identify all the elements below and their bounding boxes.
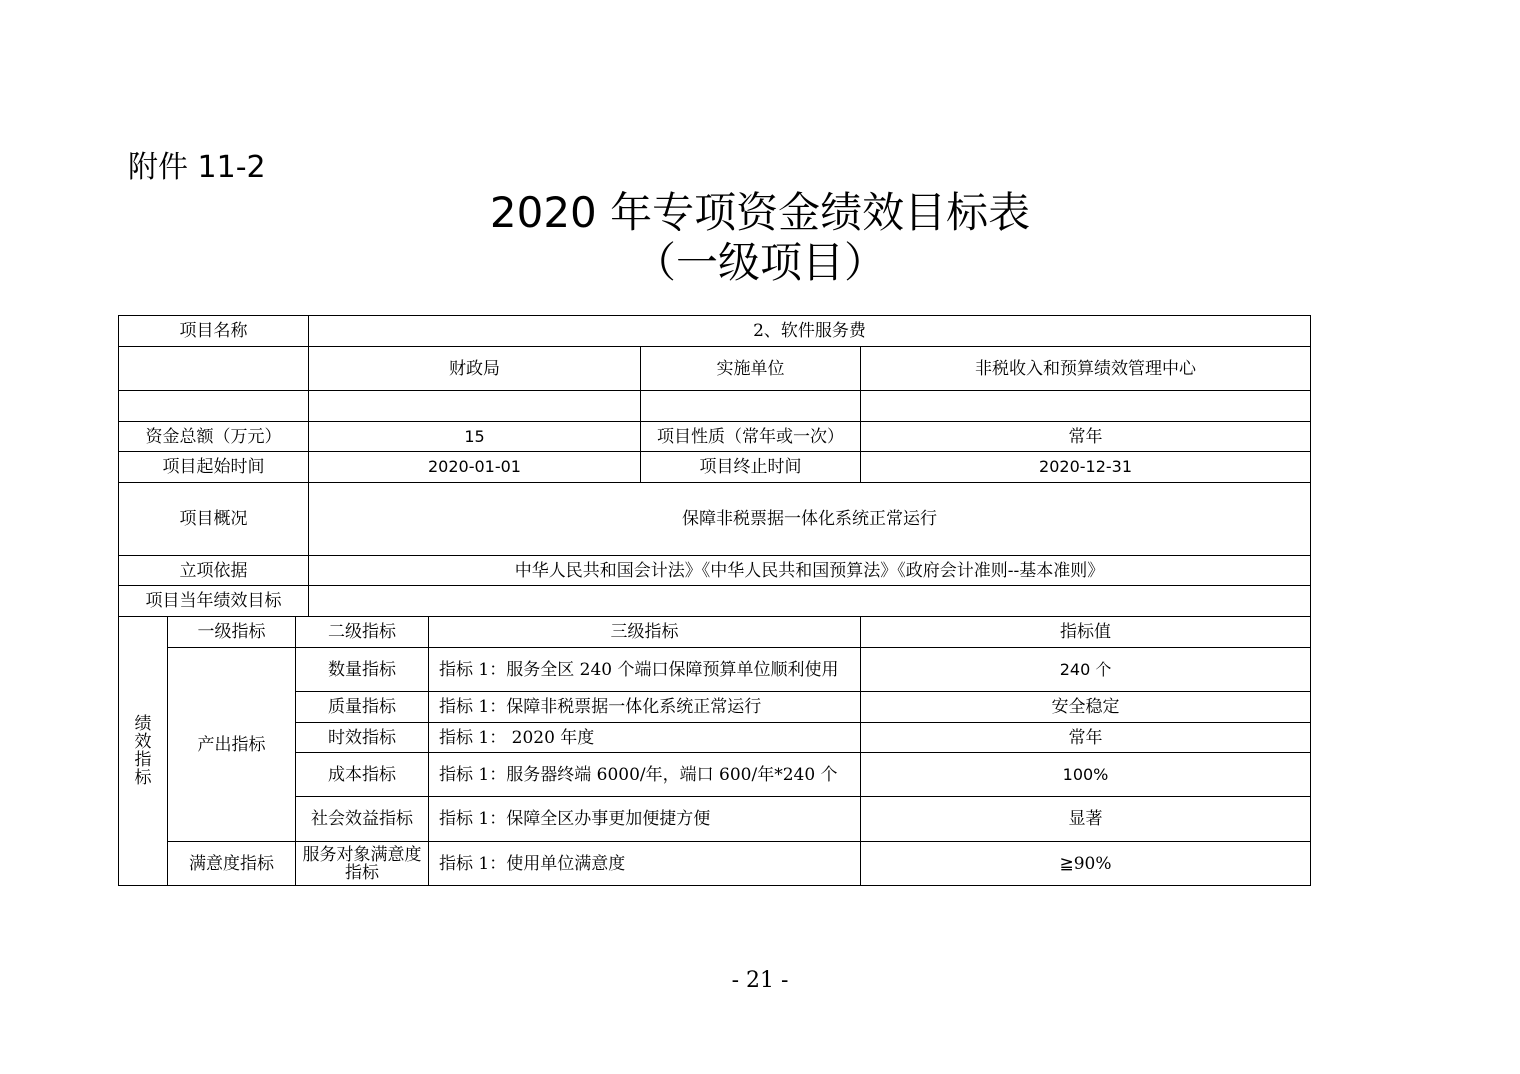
empty-cell (641, 391, 861, 422)
end-label: 项目终止时间 (641, 452, 861, 483)
perf-label-char: 指 (134, 750, 152, 770)
fund-value: 15 (309, 422, 641, 452)
value-cell: ≧90% (861, 842, 1311, 886)
attachment-label: 附件 11-2 (128, 150, 266, 185)
value-cell: 显著 (861, 797, 1311, 842)
overview-label: 项目概况 (119, 483, 309, 556)
nature-value: 常年 (861, 422, 1311, 452)
project-name-value: 2、软件服务费 (309, 316, 1311, 347)
row-indicator-header (119, 617, 1311, 648)
level2-cell: 社会效益指标 (296, 797, 429, 842)
row-dept (119, 347, 1311, 391)
value-cell: 100% (861, 753, 1311, 797)
fund-label: 资金总额（万元） (119, 422, 309, 452)
row-fund (119, 422, 1311, 452)
basis-value: 中华人民共和国会计法》《中华人民共和国预算法》《政府会计准则--基本准则》 (309, 556, 1311, 586)
title-line-1: 2020 年专项资金绩效目标表 (489, 188, 1031, 237)
level3-cell: 指标 1：保障全区办事更加便捷方便 (429, 797, 861, 842)
row-dates (119, 452, 1311, 483)
level3-cell: 指标 1：保障非税票据一体化系统正常运行 (429, 692, 861, 723)
level3-cell: 指标 1： 2020 年度 (429, 723, 861, 753)
header-value: 指标值 (861, 617, 1311, 648)
overview-value: 保障非税票据一体化系统正常运行 (309, 483, 1311, 556)
dept-value: 财政局 (309, 347, 641, 391)
output-indicator-label: 产出指标 (168, 648, 296, 842)
goal-label: 项目当年绩效目标 (119, 586, 309, 617)
empty-cell (309, 391, 641, 422)
end-value: 2020-12-31 (861, 452, 1311, 483)
indicator-row (119, 842, 1311, 886)
indicator-row (119, 692, 1311, 723)
satisfaction-indicator-label: 满意度指标 (168, 842, 296, 886)
indicator-row (119, 723, 1311, 753)
performance-goal-table (118, 315, 1311, 886)
document-title (0, 188, 1520, 288)
indicator-row (119, 753, 1311, 797)
basis-label: 立项依据 (119, 556, 309, 586)
level2-cell: 服务对象满意度指标 (296, 842, 429, 886)
empty-cell (861, 391, 1311, 422)
goal-value (309, 586, 1311, 617)
impl-unit-value: 非税收入和预算绩效管理中心 (861, 347, 1311, 391)
nature-label: 项目性质（常年或一次） (641, 422, 861, 452)
perf-label-char: 绩 (134, 714, 152, 734)
row-project-name (119, 316, 1311, 347)
dept-label-empty (119, 347, 309, 391)
level2-cell: 数量指标 (296, 648, 429, 692)
page-number: - 21 - (731, 968, 789, 993)
start-value: 2020-01-01 (309, 452, 641, 483)
start-label: 项目起始时间 (119, 452, 309, 483)
impl-unit-label: 实施单位 (641, 347, 861, 391)
indicator-row (119, 648, 1311, 692)
level2-cell: 成本指标 (296, 753, 429, 797)
row-goal (119, 586, 1311, 617)
perf-label-char: 标 (134, 768, 152, 788)
row-basis (119, 556, 1311, 586)
value-cell: 常年 (861, 723, 1311, 753)
perf-label-char: 效 (134, 732, 152, 752)
project-name-label: 项目名称 (119, 316, 309, 347)
header-level2: 二级指标 (296, 617, 429, 648)
row-overview (119, 483, 1311, 556)
empty-cell (119, 391, 309, 422)
level3-cell: 指标 1：使用单位满意度 (429, 842, 861, 886)
header-level1: 一级指标 (168, 617, 296, 648)
value-cell: 安全稳定 (861, 692, 1311, 723)
value-cell: 240 个 (861, 648, 1311, 692)
level3-cell: 指标 1：服务全区 240 个端口保障预算单位顺利使用 (429, 648, 861, 692)
level2-cell: 时效指标 (296, 723, 429, 753)
header-level3: 三级指标 (429, 617, 861, 648)
level3-cell: 指标 1：服务器终端 6000/年，端口 600/年*240 个 (429, 753, 861, 797)
title-line-2: （一级项目） (633, 238, 886, 287)
row-empty (119, 391, 1311, 422)
indicator-row (119, 797, 1311, 842)
perf-indicator-label (119, 617, 168, 886)
level2-cell: 质量指标 (296, 692, 429, 723)
